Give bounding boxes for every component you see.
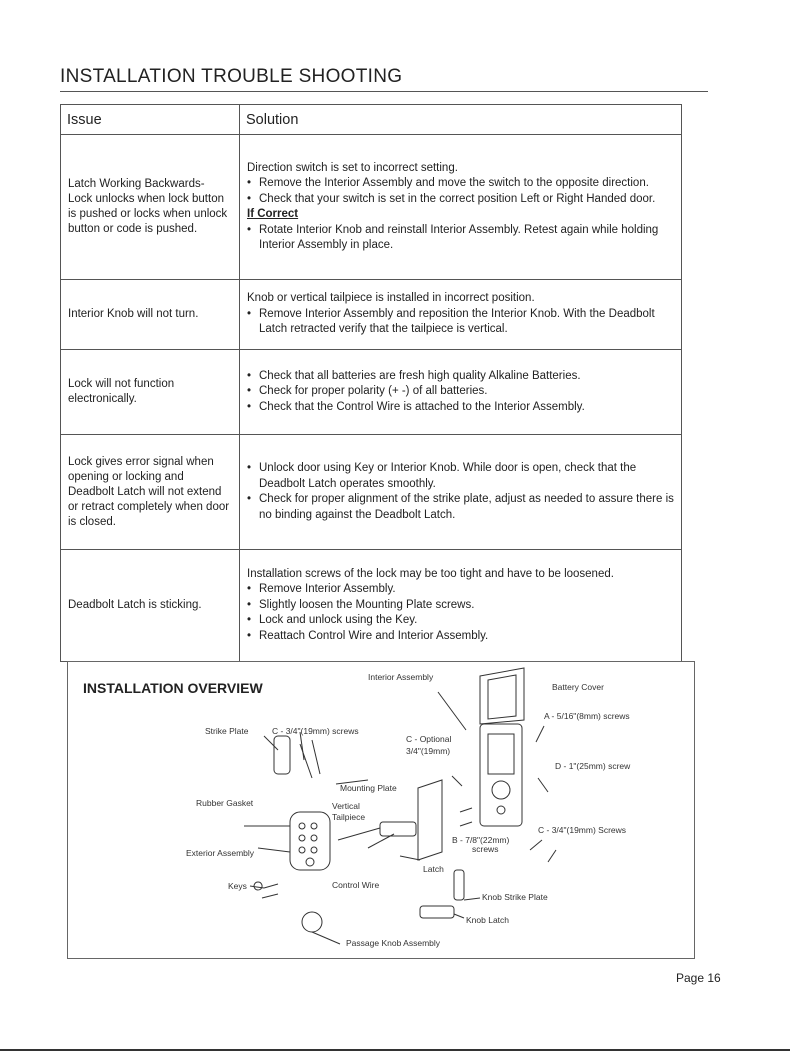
solution-cell — [240, 350, 682, 435]
label-passage-knob-assembly: Passage Knob Assembly — [346, 938, 441, 948]
knob-latch-drawing — [420, 906, 454, 918]
label-control-wire: Control Wire — [332, 880, 380, 890]
solution-list — [247, 223, 674, 254]
solution-intro: Direction switch is set to incorrect setting. — [247, 161, 458, 174]
list-item: • Check for proper polarity (+ -) of all batteries. — [247, 384, 674, 400]
label-screws-a: A - 5/16"(8mm) screws — [544, 711, 630, 721]
list-item: • Remove the Interior Assembly and move the switch to the opposite direction. — [247, 176, 674, 192]
label-battery-cover: Battery Cover — [552, 682, 604, 692]
table-row — [61, 135, 682, 280]
solution-list — [247, 461, 674, 523]
label-mounting-plate: Mounting Plate — [340, 783, 397, 793]
table-row — [61, 280, 682, 350]
list-item: • Slightly loosen the Mounting Plate screws. — [247, 598, 674, 614]
solution-intro: Knob or vertical tailpiece is installed in incorrect position. — [247, 292, 535, 305]
issue-cell: Lock will not function electronically. — [61, 350, 240, 435]
label-tailpiece: Tailpiece — [332, 812, 366, 822]
solution-cell — [240, 280, 682, 350]
label-screw-d: D - 1"(25mm) screw — [555, 761, 631, 771]
table-header-row — [61, 105, 682, 135]
table-row — [61, 350, 682, 435]
latch-drawing — [380, 822, 416, 836]
list-item: • Remove Interior Assembly. — [247, 582, 674, 598]
list-item: • Check that the Control Wire is attached to the Interior Assembly. — [247, 400, 674, 416]
solution-header: Solution — [240, 105, 682, 135]
strike-plate-drawing — [274, 736, 290, 774]
label-latch: Latch — [423, 864, 444, 874]
list-item: • Unlock door using Key or Interior Knob. While door is open, check that the Deadbolt Latch operates smoothly. — [247, 461, 674, 492]
label-screws-c1: C - 3/4"(19mm) screws — [272, 726, 359, 736]
passage-knob-drawing — [302, 912, 322, 932]
if-correct-subheading: If Correct — [247, 208, 299, 220]
issue-cell: Interior Knob will not turn. — [61, 280, 240, 350]
solution-list — [247, 369, 674, 416]
solution-list — [247, 307, 674, 338]
title-underline — [60, 91, 708, 92]
list-item: • Remove Interior Assembly and reposition the Interior Knob. With the Deadbolt Latch retracted verify that the tailpiece is vertical. — [247, 307, 674, 338]
list-item: • Reattach Control Wire and Interior Assembly. — [247, 629, 674, 645]
solution-cell — [240, 550, 682, 662]
page-title: INSTALLATION TROUBLE SHOOTING — [60, 66, 403, 87]
label-exterior-assembly: Exterior Assembly — [186, 848, 255, 858]
list-item: • Rotate Interior Knob and reinstall Interior Assembly. Retest again while holding Interior Assembly in place. — [247, 223, 674, 254]
label-c-optional: C - Optional — [406, 734, 452, 744]
label-knob-strike-plate: Knob Strike Plate — [482, 892, 548, 902]
installation-diagram — [68, 662, 694, 958]
label-rubber-gasket: Rubber Gasket — [196, 798, 254, 808]
label-keys: Keys — [228, 881, 247, 891]
issue-cell: Latch Working Backwards- Lock unlocks when lock button is pushed or locks when unlock button or code is pushed. — [61, 135, 240, 280]
page-number: Page 16 — [676, 971, 721, 985]
list-item: • Check that your switch is set in the correct position Left or Right Handed door. — [247, 192, 674, 208]
mounting-plate-drawing — [418, 780, 442, 860]
interior-assembly-drawing — [480, 724, 522, 826]
list-item: • Lock and unlock using the Key. — [247, 613, 674, 629]
label-c-optional-size: 3/4"(19mm) — [406, 746, 451, 756]
label-screws-c2: C - 3/4"(19mm) Screws — [538, 825, 627, 835]
table-row — [61, 550, 682, 662]
label-interior-assembly: Interior Assembly — [368, 672, 434, 682]
label-vertical: Vertical — [332, 801, 360, 811]
solution-cell — [240, 435, 682, 550]
knob-strike-plate-drawing — [454, 870, 464, 900]
label-screws-b2: screws — [472, 844, 499, 854]
troubleshooting-table — [60, 104, 682, 662]
solution-list — [247, 582, 674, 644]
issue-cell: Deadbolt Latch is sticking. — [61, 550, 240, 662]
issue-header: Issue — [61, 105, 240, 135]
overview-title: INSTALLATION OVERVIEW — [83, 680, 263, 696]
keys-drawing — [254, 882, 278, 898]
solution-intro: Installation screws of the lock may be too tight and have to be loosened. — [247, 567, 614, 580]
label-knob-latch: Knob Latch — [466, 915, 510, 925]
list-item: • Check that all batteries are fresh high quality Alkaline Batteries. — [247, 369, 674, 385]
label-strike-plate: Strike Plate — [205, 726, 249, 736]
issue-cell: Lock gives error signal when opening or locking and Deadbolt Latch will not extend or retract completely when door is closed. — [61, 435, 240, 550]
exterior-assembly-drawing — [290, 812, 330, 870]
solution-list — [247, 176, 674, 207]
list-item: • Check for proper alignment of the strike plate, adjust as needed to assure there is no binding against the Deadbolt Latch. — [247, 492, 674, 523]
label-screws-b: B - 7/8"(22mm) — [452, 835, 510, 845]
battery-cover-drawing — [480, 668, 524, 724]
solution-cell — [240, 135, 682, 280]
table-row — [61, 435, 682, 550]
installation-overview-box — [67, 661, 695, 959]
